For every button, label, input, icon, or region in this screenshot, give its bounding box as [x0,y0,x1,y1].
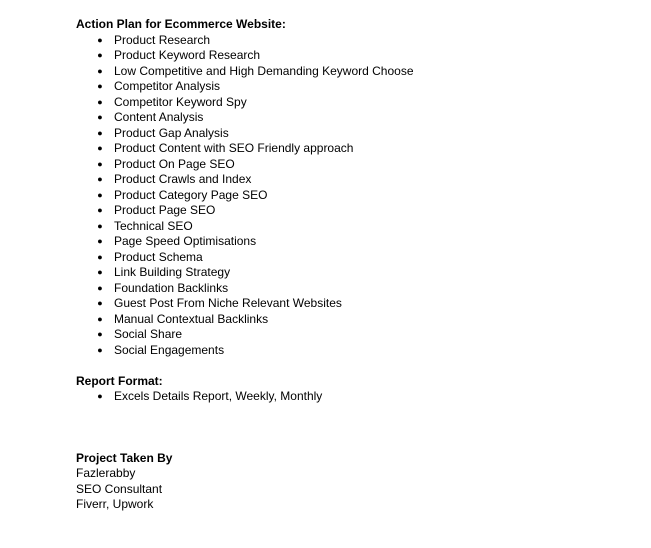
spacer [76,358,636,374]
bullet-icon: ● [97,112,103,122]
list-item: ● Link Building Strategy [76,265,636,281]
list-item: ● Social Engagements [76,343,636,359]
list-item: ● Competitor Keyword Spy [76,95,636,111]
bullet-icon: ● [97,236,103,246]
list-item: ● Product Schema [76,250,636,266]
report-format-list [76,389,636,405]
bullet-icon: ● [97,127,103,138]
bullet-icon: ● [97,313,103,324]
bullet-icon: ● [97,96,103,107]
bullet-icon: ● [97,65,103,76]
list-item: ● Competitor Analysis [76,79,636,95]
list-item: ● Product Research [76,33,636,49]
bullet-icon: ● [97,50,103,60]
list-item: ● Product Content with SEO Friendly approach [76,141,636,157]
project-platforms: Fiverr, Upwork [76,497,154,511]
bullet-icon: ● [97,391,103,401]
list-item: ● Content Analysis [76,110,636,126]
document-body [76,17,636,513]
list-item: ● Product Page SEO [76,203,636,219]
bullet-icon: ● [97,220,103,231]
bullet-icon: ● [97,205,103,215]
list-item: ● Product Keyword Research [76,48,636,64]
bullet-icon: ● [97,329,103,339]
project-role: SEO Consultant [76,481,163,496]
report-format-heading: Report Format: [76,373,163,388]
list-item: ● Manual Contextual Backlinks [76,312,636,328]
bullet-icon: ● [97,174,103,184]
bullet-icon: ● [97,298,103,308]
bullet-icon: ● [97,282,103,293]
list-item: ● Page Speed Optimisations [76,234,636,250]
bullet-icon: ● [97,267,103,277]
list-item: ● Foundation Backlinks [76,281,636,297]
project-name: Fazlerabby [76,466,136,480]
list-item: ● Low Competitive and High Demanding Keyword Choose [76,64,636,80]
bullet-icon: ● [97,81,103,91]
bullet-icon: ● [97,158,103,169]
bullet-icon: ● [97,344,103,355]
spacer [76,405,636,451]
list-item: ● Product Category Page SEO [76,188,636,204]
bullet-icon: ● [97,189,103,200]
bullet-icon: ● [97,34,103,45]
list-item: ● Guest Post From Niche Relevant Websites [76,296,636,312]
list-item: ● Technical SEO [76,219,636,235]
list-item: ● Excels Details Report, Weekly, Monthly [76,389,636,405]
bullet-icon: ● [97,251,103,262]
action-plan-list [76,33,636,359]
project-heading: Project Taken By [76,450,173,465]
list-item: ● Product Gap Analysis [76,126,636,142]
list-item: ● Product Crawls and Index [76,172,636,188]
list-item: ● Social Share [76,327,636,343]
bullet-icon: ● [97,143,103,153]
action-plan-heading: Action Plan for Ecommerce Website: [76,17,286,31]
list-item: ● Product On Page SEO [76,157,636,173]
